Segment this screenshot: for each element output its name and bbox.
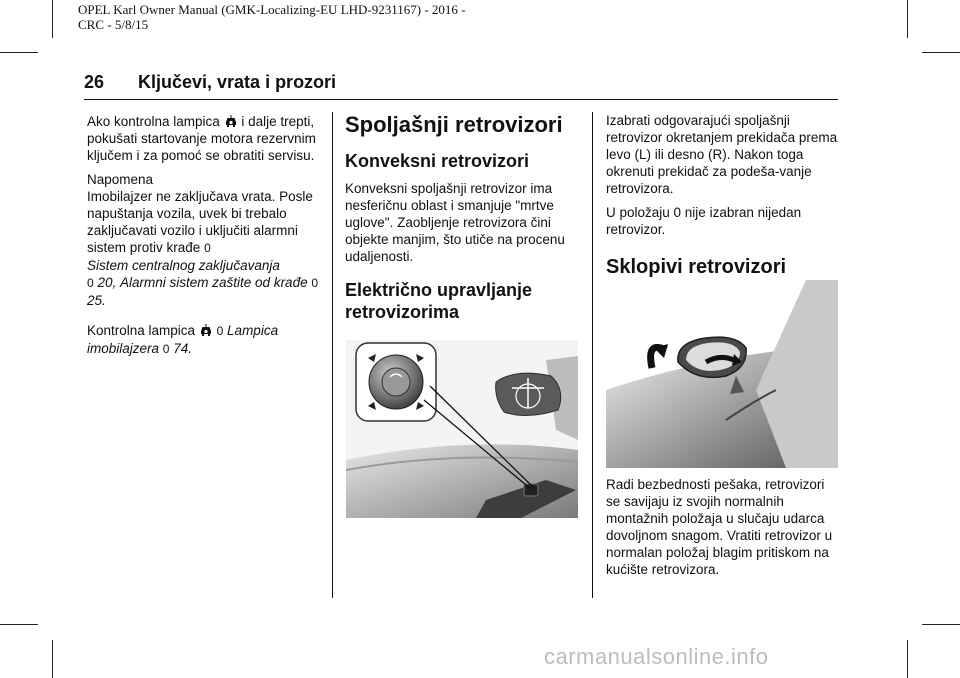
subsection-title: Konveksni retrovizori	[345, 151, 530, 171]
section-title: Spoljašnji retrovizori	[345, 112, 563, 137]
crop-mark	[922, 52, 960, 53]
column-3	[606, 112, 840, 292]
crop-mark	[52, 640, 53, 678]
car-key-lamp-icon	[199, 323, 213, 337]
paragraph	[87, 322, 319, 358]
text: Imobilajzer ne zaključava vrata. Posle napuštanja vozila, uvek bi trebalo zaključavati vozilo i uključiti alarmni sistem protiv krađe	[87, 189, 313, 255]
note-text	[87, 188, 319, 309]
crop-mark	[922, 624, 960, 625]
reference-arrow-icon: 0	[204, 241, 211, 255]
text: ,	[112, 275, 117, 290]
reference-arrow-icon: 0	[162, 342, 170, 356]
cross-reference-link[interactable]: Alarmni sistem zaštite od krađe	[120, 275, 308, 290]
page-heading	[84, 72, 336, 93]
page-reference[interactable]: 25	[87, 293, 103, 308]
header-rule	[84, 99, 838, 100]
crop-mark	[52, 0, 53, 38]
reference-arrow-icon: 0	[87, 276, 94, 290]
cross-reference-link[interactable]: Sistem centralnog zaključavanja	[87, 258, 280, 273]
column-divider	[332, 112, 333, 598]
print-metadata	[78, 2, 466, 32]
cross-reference-link[interactable]: Lampica imobilajzera	[87, 323, 279, 356]
mirror-switch-illustration	[346, 340, 578, 518]
text: Kontrolna lampica	[87, 323, 196, 338]
crop-mark	[0, 52, 38, 53]
print-metadata-line: OPEL Karl Owner Manual (GMK-Localizing-EU LHD-9231167) - 2016 -	[78, 2, 466, 17]
crop-mark	[907, 640, 908, 678]
print-metadata-line: CRC - 5/8/15	[78, 17, 149, 32]
column-3-lower	[606, 476, 840, 585]
note-heading: Napomena	[87, 172, 154, 187]
watermark: carmanualsonline.info	[544, 644, 769, 669]
text: i dalje trepti, pokušati startovanje motora rezervnim ključem i za pomoć se obratiti servisu.	[87, 114, 316, 163]
text: .	[188, 341, 193, 356]
paragraph: Izabrati odgovarajući spoljašnji retrovizor okretanjem prekidača prema levo (L) ili desno (R). Nakon toga okrenuti prekidač za podeša-vanje retrovizora.	[606, 113, 838, 196]
page-title: Ključevi, vrata i prozori	[138, 72, 337, 92]
folding-mirror-illustration	[606, 280, 838, 468]
text: .	[102, 293, 106, 308]
column-2	[345, 112, 581, 331]
page-number: 26	[84, 72, 105, 92]
column-divider	[592, 112, 593, 598]
page-reference[interactable]: 74	[173, 341, 189, 356]
reference-arrow-icon: 0	[216, 324, 224, 338]
subsection-title: Električno upravljanje retrovizorima	[345, 280, 533, 322]
column-1	[87, 113, 319, 365]
paragraph: U položaju 0 nije izabran nijedan retrovizor.	[606, 205, 802, 237]
reference-arrow-icon: 0	[311, 276, 319, 290]
paragraph: Radi bezbednosti pešaka, retrovizori se savijaju iz svojih normalnih montažnih položaja u slučaju udarca dovoljnom snagom. Vratiti retrovizor u normalan položaj blagim pritiskom na kućište retrovizora.	[606, 477, 833, 577]
paragraph: Konveksni spoljašnji retrovizor ima nesferičnu oblast i smanjuje "mrtve uglove". Zaobljenje retrovizora čini objekte manjim, što utiče na procenu udaljenosti.	[345, 181, 565, 264]
crop-mark	[0, 624, 38, 625]
text: Ako kontrolna lampica	[87, 114, 220, 129]
crop-mark	[907, 0, 908, 38]
paragraph	[87, 113, 319, 164]
page-reference[interactable]: 20	[97, 275, 113, 290]
subsection-title: Sklopivi retrovizori	[606, 256, 787, 278]
car-key-lamp-icon	[224, 114, 238, 128]
